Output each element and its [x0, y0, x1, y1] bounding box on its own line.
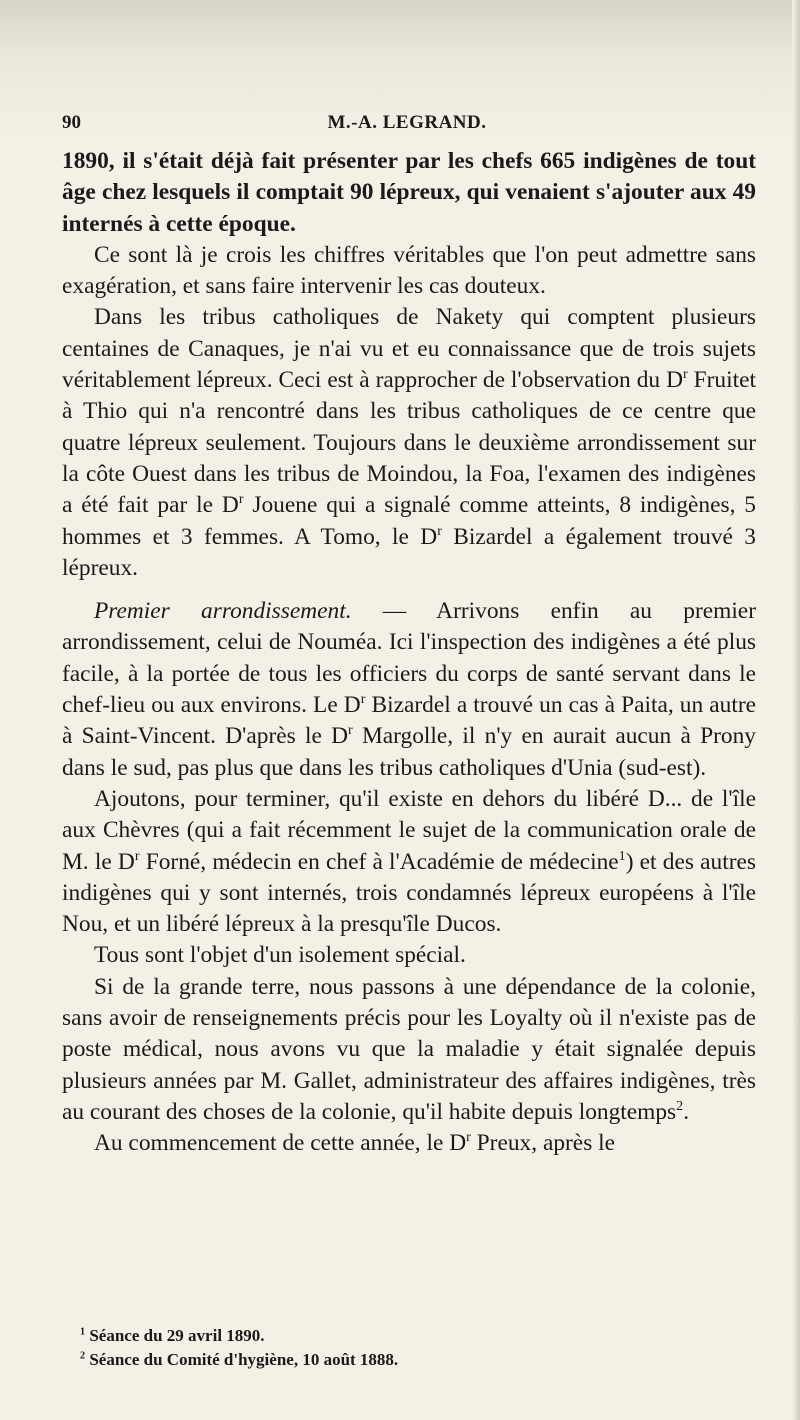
paragraph: Dans les tribus catholiques de Nakety qui comptent plusieurs centaines de Canaques, je n'ai vu et eu connaissance que de trois sujets véritablement lépreux. Ceci est à rapprocher de l'observation du $D^r$ Fruitet à Thio qui n'a rencontré dans les tribus catholiques de ce centre que quatre lépreux seulement. Toujours dans le deuxième arrondissement sur la côte Ouest dans les tribus de Moindou, la Foa, l'examen des indigènes a été fait par le $D^r$ Jouene qui a signalé comme atteints, 8 indigènes, 5 hommes et 3 femmes. A Tomo, le $D^r$ Bizardel a également trouvé 3 lépreux.	[62, 304, 756, 581]
page-number: 90	[62, 112, 81, 133]
paragraph: Si de la grande terre, nous passons à une dépendance de la colonie, sans avoir de renseignements précis pour les Loyalty où il n'existe pas de poste médical, nous avons vu que la maladie y était signalée depuis plusieurs années par M. Gallet, administrateur des affaires indigènes, très au courant des choses de la colonie, qu'il habite depuis longtemps$^2$.	[62, 973, 756, 1125]
paragraph: Premier arrondissement. — Arrivons enfin au premier arrondissement, celui de Nouméa. Ici l'inspection des indigènes a été plus facile, à la portée de tous les officiers du corps de santé servant dans le chef-lieu ou aux environs. Le $D^r$ Bizardel a trouvé un cas à Paita, un autre à Saint-Vincent. D'après le $D^r$ Margolle, il n'y en aurait aucun à Prony dans le sud, pas plus que dans les tribus catholiques d'Unia (sud-est).	[62, 598, 757, 781]
footnote-reference: 2	[676, 1098, 684, 1115]
footnote-mark: 2	[80, 1350, 86, 1362]
footnote-mark: 1	[80, 1326, 86, 1338]
section-title: Premier arrondissement.	[94, 598, 352, 625]
footnote: $^1$ Séance du 29 avril 1890.	[80, 1326, 265, 1345]
page-header	[62, 112, 752, 142]
paragraph: Au commencement de cette année, le $D^r$ Preux, après le	[94, 1129, 616, 1157]
footnote: $^2$ Séance du Comité d'hygiène, 10 août 1888.	[80, 1350, 399, 1369]
paragraph: 1890, il s'était déjà fait présenter par les chefs 665 indigènes de tout âge chez lesquels il comptait 90 lépreux, qui venaient s'ajouter aux 49 internés à cette époque.	[62, 148, 756, 237]
running-head: M.-A. LEGRAND.	[327, 112, 487, 133]
page-edge	[792, 0, 800, 1420]
body-text	[62, 146, 756, 1160]
paragraph: Ajoutons, pour terminer, qu'il existe en dehors du libéré D... de l'île aux Chèvres (qui a fait récemment le sujet de la communication orale de M. le $D^r$ Forné, médecin en chef à l'Académie de médecine$^1$) et des autres indigènes qui y sont internés, trois condamnés lépreux européens à l'île Nou, et un libéré lépreux à la presqu'île Ducos.	[62, 785, 756, 938]
footnotes	[80, 1324, 740, 1372]
paragraph: Tous sont l'objet d'un isolement spécial.	[94, 942, 466, 969]
paragraph: Ce sont là je crois les chiffres véritables que l'on peut admettre sans exagération, et sans faire intervenir les cas douteux.	[62, 241, 756, 300]
footnote-reference: 1	[618, 847, 626, 864]
